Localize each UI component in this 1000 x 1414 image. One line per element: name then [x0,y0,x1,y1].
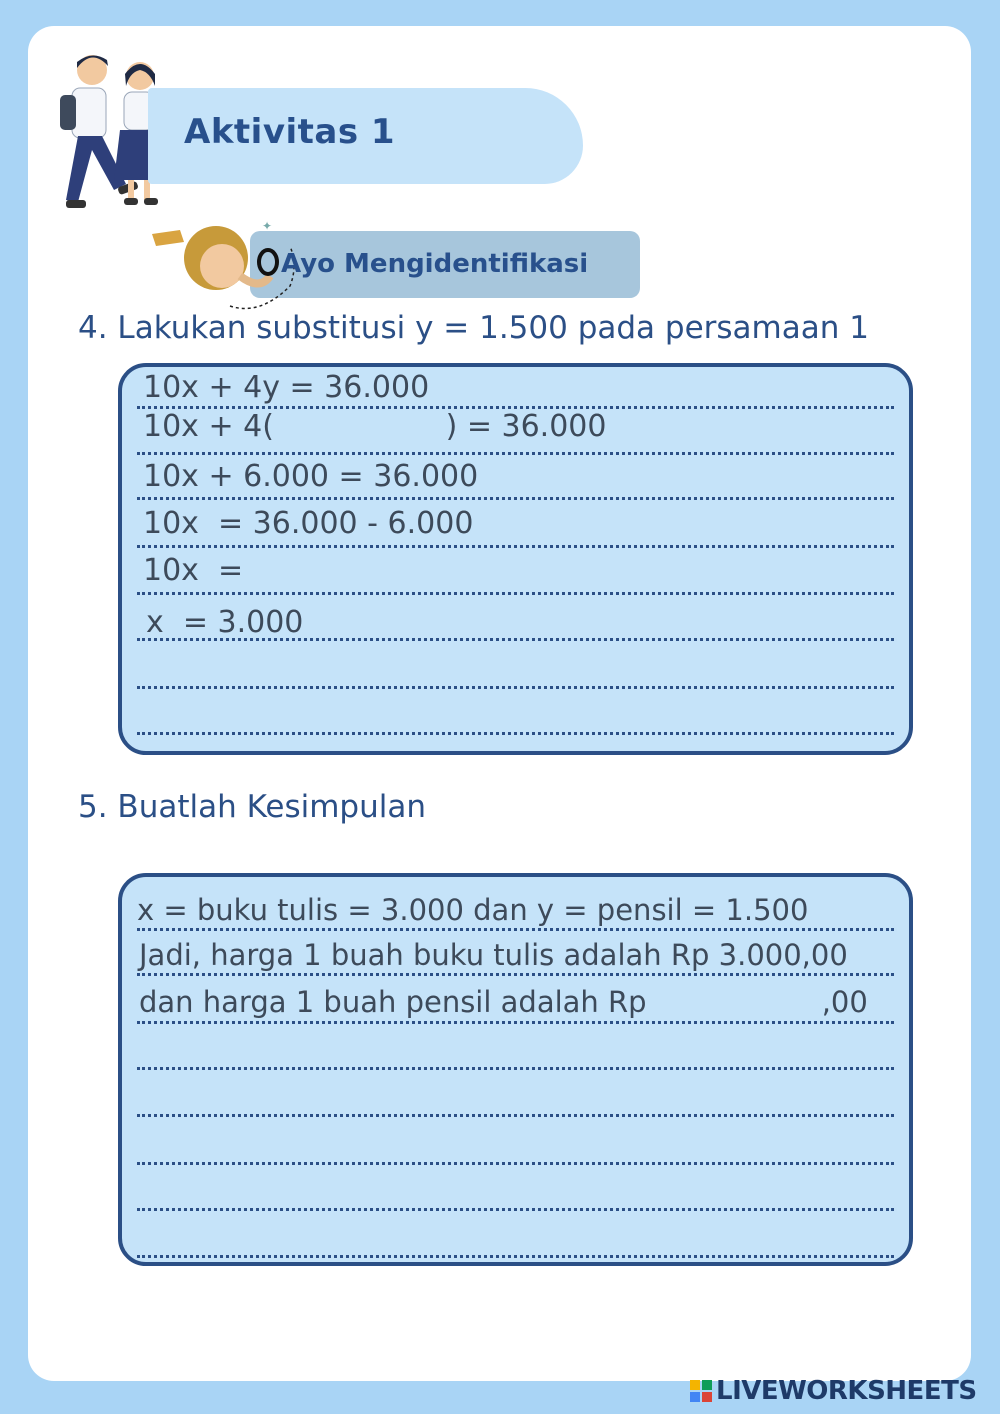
magnifier-kid-illustration [150,216,300,316]
logo-icon [690,1380,712,1402]
q4-line-6: x = 3.000 [146,605,304,640]
answer-line [137,545,894,548]
page-title: Aktivitas 1 [184,112,396,152]
answer-line [137,1114,894,1117]
q5-line-2: Jadi, harga 1 buah buku tulis adalah Rp 3.000,00 [139,938,848,972]
svg-text:✦: ✦ [262,219,273,233]
answer-line [137,732,894,735]
q4-line-3: 10x + 6.000 = 36.000 [143,459,479,494]
answer-line [137,928,894,931]
answer-line [137,1162,894,1165]
q4-line-4: 10x = 36.000 - 6.000 [143,506,474,541]
answer-line [137,686,894,689]
q4-line-5: 10x = [143,553,244,588]
logo-text: LIVEWORKSHEETS [716,1376,977,1406]
answer-line [137,1067,894,1070]
answer-line [137,1208,894,1211]
liveworksheets-logo [690,1376,977,1406]
answer-line [137,973,894,976]
answer-line [137,1021,894,1024]
question-4: 4. Lakukan substitusi y = 1.500 pada persamaan 1 [78,310,869,346]
q4-line-2: 10x + 4( ) = 36.000 [143,409,607,444]
answer-line [137,497,894,500]
q5-line-3: dan harga 1 buah pensil adalah Rp ,00 [139,985,868,1019]
answer-line [137,452,894,455]
answer-line [137,1255,894,1258]
q4-line-1: 10x + 4y = 36.000 [143,370,430,405]
subtitle: Ayo Mengidentifikasi [281,249,589,279]
q5-line-1: x = buku tulis = 3.000 dan y = pensil = 1.500 [137,893,809,927]
question-5: 5. Buatlah Kesimpulan [78,789,427,825]
answer-line [137,592,894,595]
